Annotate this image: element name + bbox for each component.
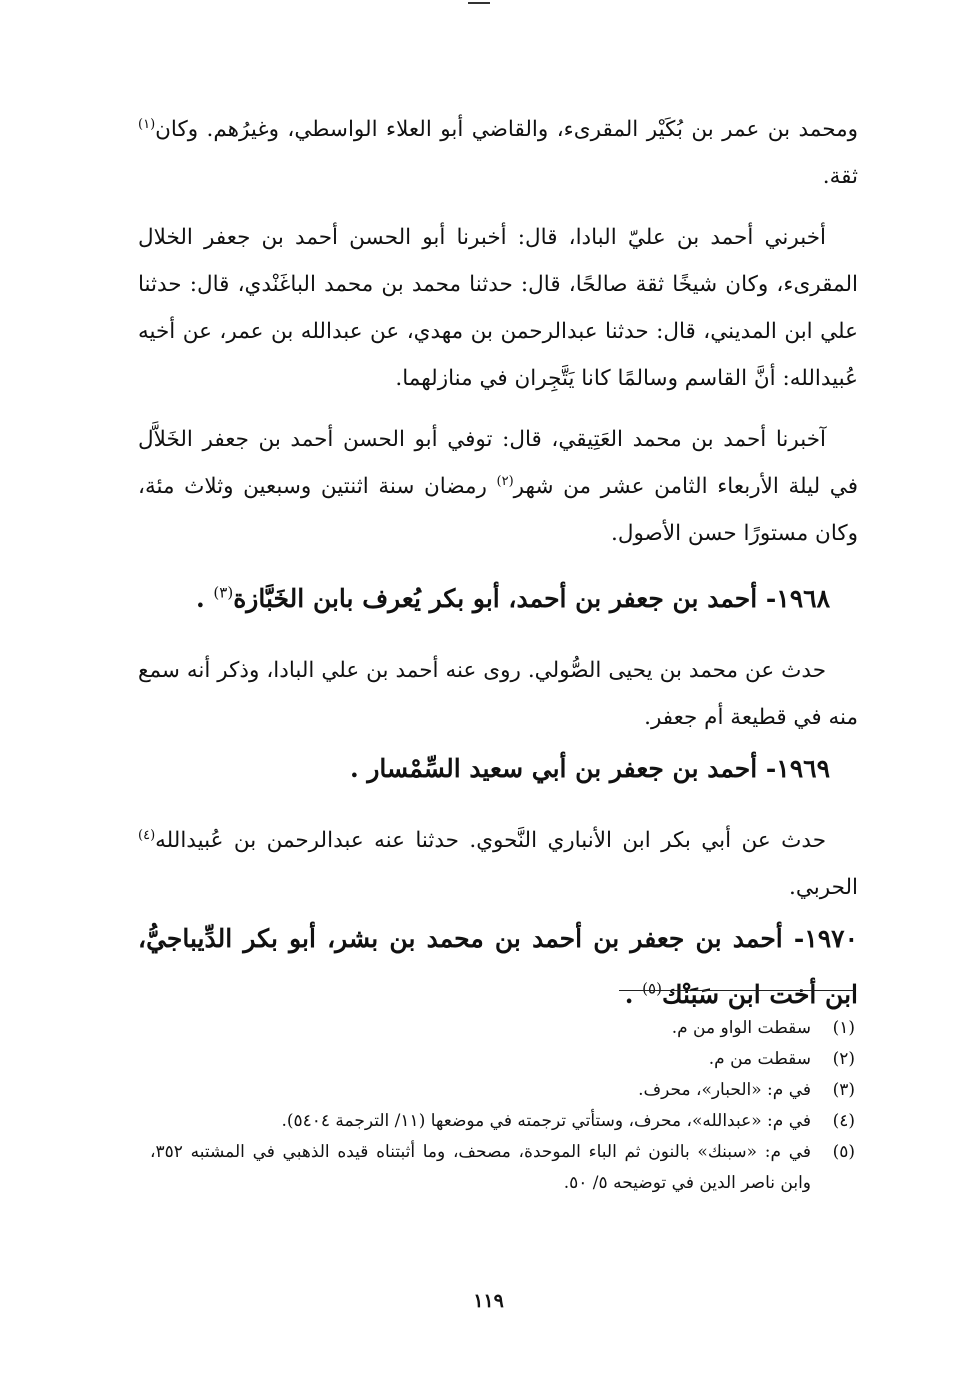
footnote-item: [150, 1013, 855, 1044]
entry-heading-text: ١٩٧٠- أحمد بن جعفر بن أحمد بن محمد بن بشر، أبو بكر الدِّيباجيُّ، ابن أخت ابن سَبَنْك: [138, 924, 858, 1009]
page-number: ١١٩: [473, 1290, 504, 1312]
footnote-ref: (٢): [496, 473, 514, 489]
paragraph-text: الحربي.: [788, 875, 858, 900]
main-text: [138, 106, 858, 1023]
paragraph: [138, 214, 858, 402]
footnote-text: سقطت الواو من م.: [671, 1018, 811, 1038]
entry-heading-text: ١٩٦٨- أحمد بن جعفر بن أحمد، أبو بكر يُعرف بابن الخَبَّازة: [233, 584, 830, 613]
paragraph-text: آخبرنا أحمد بن محمد العَتِيقي، قال: توفي أبو الحسن أحمد بن جعفر الخَلاَّل في ليلة الأربعاء الثامن عشر من شهر: [138, 427, 858, 499]
footnote-ref: (١): [138, 116, 156, 132]
paragraph: [138, 647, 858, 741]
footnote-number: (١): [832, 1018, 855, 1038]
footnote-item: [150, 1106, 855, 1137]
footnote-divider: [619, 990, 855, 991]
paragraph-text: أخبرني أحمد بن عليّ البادا، قال: أخبرنا أبو الحسن أحمد بن جعفر الخلال المقرىء، وكان شيخًا ثقة صالحًا، قال: حدثنا محمد بن محمد الباغَنْدي، قال: حدثنا علي ابن المديني، قال: حدثنا عبدالرحمن بن مهدي، عن عبدالله بن عمر، عن أخيه عُبيدالله: أنَّ القاسم وسالمًا كانا يَتَّجِران في منازلهما.: [138, 225, 858, 391]
paragraph-text: رمضان سنة اثنتين وسبعين وثلاث مئة، وكان مستورًا حسن الأصول.: [138, 474, 858, 546]
footnote-item: [150, 1044, 855, 1075]
paragraph-text: حدث عن محمد بن يحيى الصُّولي. روى عنه أحمد بن علي البادا، وذكر أنه سمع منه في قطيعة أم جعفر.: [138, 658, 858, 730]
top-margin-mark: [468, 2, 490, 4]
entry-heading-text: .: [196, 584, 214, 613]
footnote-item: [150, 1075, 855, 1106]
entry-heading-text: .: [624, 980, 643, 1009]
entry-heading-text: ١٩٦٩- أحمد بن جعفر بن أبي سعيد السِّمْسار .: [349, 754, 830, 783]
paragraph: [138, 106, 858, 200]
footnote-item: [150, 1137, 855, 1199]
footnote-number: (٢): [832, 1049, 855, 1069]
paragraph-text: ثقة.: [822, 164, 858, 189]
entry-heading-1968: [138, 571, 858, 627]
footnote-number: (٣): [832, 1080, 855, 1100]
footnote-number: (٥): [832, 1142, 855, 1162]
footnote-text: في م: «سبنك» بالنون ثم الباء الموحدة، مصحف، وما أثبتناه قيده الذهبي في المشتبه ٣٥٢، وابن ناصر الدين في توضيحه ٥/ ٥٠.: [150, 1142, 811, 1193]
footnotes-section: [150, 990, 855, 1199]
paragraph-text: ومحمد بن عمر بن بُكَيْر المقرىء، والقاضي أبو العلاء الواسطي، وغيرُهم. وكان: [155, 117, 858, 142]
footnote-ref: (٣): [213, 583, 234, 602]
footnote-number: (٤): [832, 1111, 855, 1131]
footnote-text: في م: «الحبار»، محرف.: [638, 1080, 811, 1100]
footnote-ref: (٤): [138, 827, 156, 843]
footnote-ref: (٥): [642, 979, 662, 998]
paragraph: [138, 416, 858, 557]
footnote-text: في م: «عبدالله»، محرف، وستأتي ترجمته في موضعها (١١/ الترجمة ٥٤٠٤).: [281, 1111, 811, 1131]
footnote-text: سقطت من م.: [708, 1049, 811, 1069]
paragraph: [138, 817, 858, 911]
paragraph-text: حدث عن أبي بكر ابن الأنباري النَّحوي. حدثنا عنه عبدالرحمن بن عُبيدالله: [155, 828, 826, 853]
entry-heading-1969: [138, 741, 858, 797]
